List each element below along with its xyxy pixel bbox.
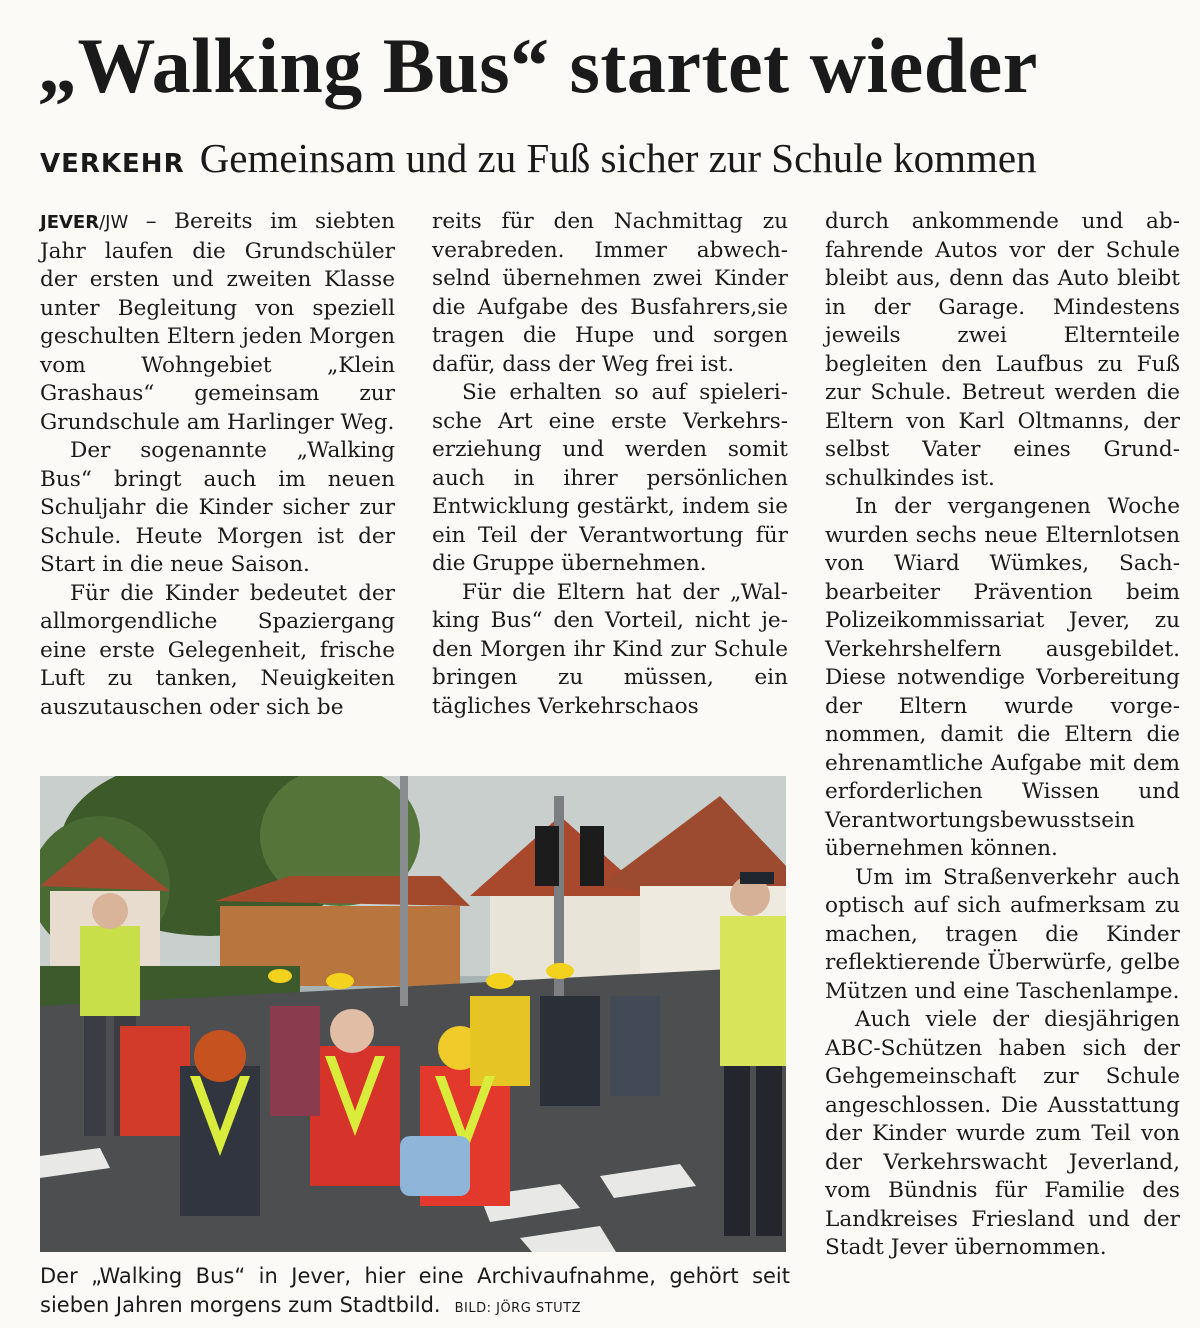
caption-text: Der „Walking Bus“ in Jever, hier eine Archivaufnahme, gehört seit sieben Jahren morgens zum Stadtbild. — [40, 1264, 790, 1317]
dateline-place: JEVER — [40, 212, 100, 233]
kicker: VERKEHR — [40, 149, 185, 179]
paragraph: reits für den Nachmittag zu verabreden. Immer abwechselnd übernehmen zwei Kinder die Aufgabe des Busfahrers,sie tragen die Hupe und sorgen dafür, dass der Weg frei ist. — [432, 209, 788, 377]
column-3 — [825, 208, 1180, 1263]
column-2 — [432, 208, 788, 721]
subline — [40, 130, 1180, 195]
paragraph: Der sogenannte „Walking Bus“ bringt auch im neuen Schuljahr die Kinder sicher zur Schule. Heute Morgen ist der Start in die neue Saison. — [40, 438, 395, 577]
photo-caption — [40, 1262, 790, 1323]
photo-credit: BILD: JÖRG STUTZ — [454, 1301, 581, 1316]
headline: „Walking Bus“ startet wieder — [38, 22, 1038, 109]
paragraph: In der vergangenen Woche wurden sechs neue Elternlotsen von Wiard Wümkes, Sachbearbeiter Prävention beim Polizeikommissariat Jever, zu Verkehrshelfern ausgebildet. Diese notwendige Vorbereitung der Eltern wurde vorgenommen, damit die Eltern die ehrenamtliche Aufgabe mit dem erforderlichen Wissen und Verantwortungsbewusstsein übernehmen können. — [825, 494, 1180, 861]
dateline-agency: /JW — [99, 212, 129, 233]
paragraph: Für die Kinder bedeutet der allmorgendliche Spaziergang eine erste Gelegenheit, frische Luft zu tanken, Neuigkeiten auszutauschen oder sich be — [40, 580, 395, 720]
paragraph: Auch viele der diesjährigen ABC-Schützen haben sich der Gehgemeinschaft zur Schule angeschlossen. Die Ausstattung der Kinder wurde zum Teil von der Verkehrswacht Jeverland, vom Bündnis für Familie des Landkreises Friesland und der Stadt Jever übernommen. — [825, 1007, 1180, 1260]
column-1 — [40, 208, 395, 722]
subtitle: Gemeinsam und zu Fuß sicher zur Schule kommen — [199, 135, 1037, 181]
paragraph: Für die Eltern hat der „Walking Bus“ den Vorteil, nicht jeden Morgen ihr Kind zur Schule bringen zu müssen, ein tägliches Verkehrschaos — [432, 579, 788, 719]
paragraph: durch ankommende und abfahrende Autos vor der Schule bleibt aus, denn das Auto bleibt in der Garage. Mindestens jeweils zwei Elternteile begleiten den Laufbus zu Fuß zur Schule. Betreut werden die Eltern von Karl Oltmanns, der selbst Vater eines Grundschulkindes ist. — [825, 209, 1180, 491]
dateline — [40, 212, 128, 233]
paragraph: Sie erhalten so auf spielerische Art eine erste Verkehrserziehung und werden somit auch in ihrer persönlichen Entwicklung gestärkt, indem sie ein Teil der Verantwortung für die Gruppe übernehmen. — [432, 380, 788, 576]
paragraph — [40, 208, 395, 437]
paragraph: Um im Straßenverkehr auch optisch auf sich aufmerksam zu machen, tragen die Kinder reflektierende Überwürfe, gelbe Mützen und eine Taschenlampe. — [825, 864, 1180, 1004]
paragraph-text: – Bereits im siebten Jahr laufen die Grundschüler der ersten und zweiten Klasse unter Begleitung von speziell geschulten Eltern jeden Morgen vom Wohngebiet „Klein Grashaus“ gemeinsam zur Grundschule am Harlinger Weg. — [40, 209, 395, 435]
article-photo — [40, 776, 786, 1252]
